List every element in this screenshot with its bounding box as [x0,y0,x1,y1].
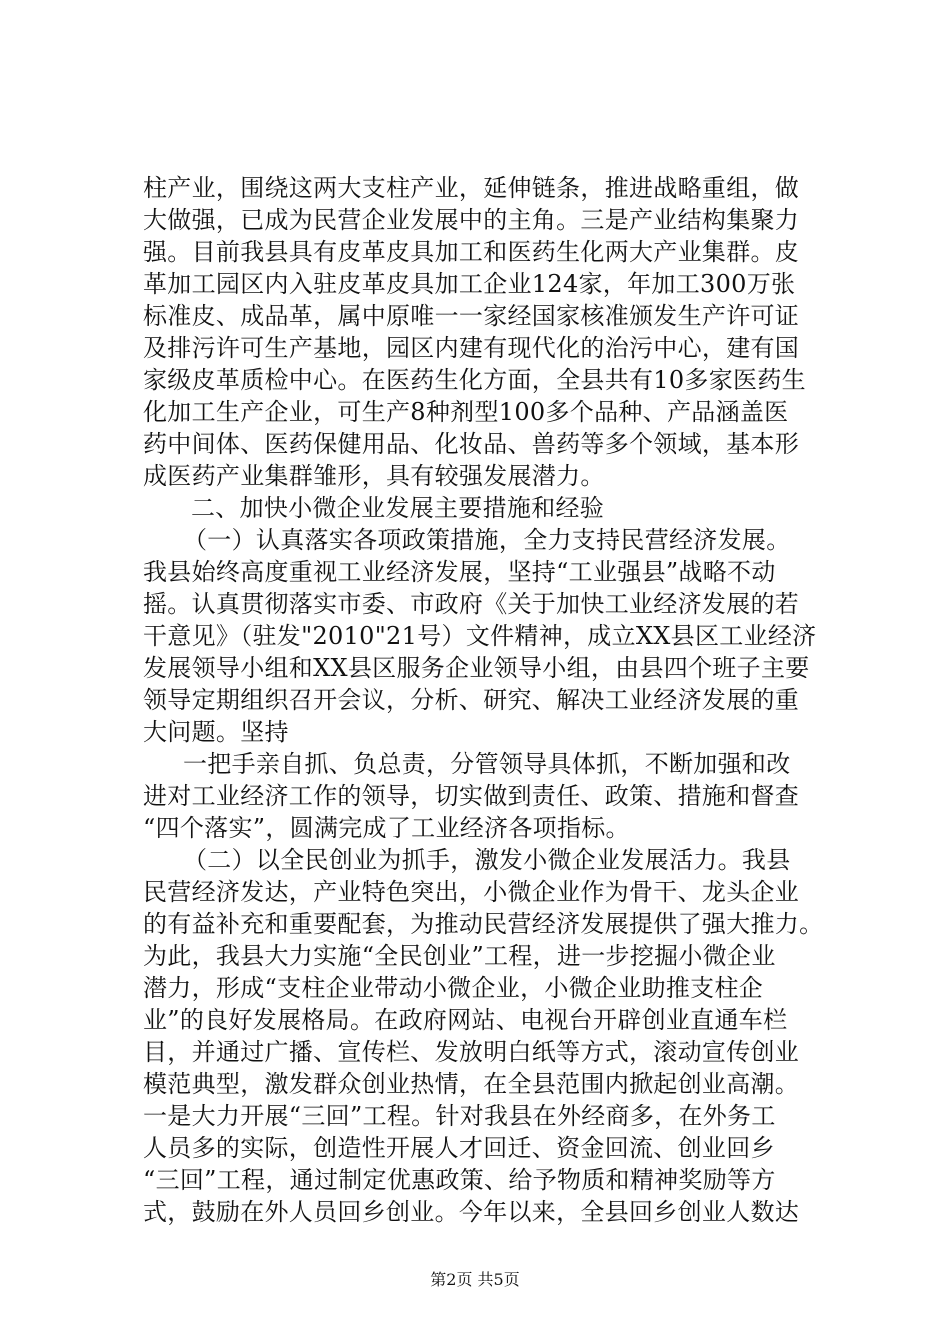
text-line: 发展领导小组和XX县区服务企业领导小组，由县四个班子主要 [143,654,810,682]
text-line: 强。目前我县具有皮革皮具加工和医药生化两大产业集群。皮 [143,238,800,266]
text-line: 及排污许可生产基地，园区内建有现代化的治污中心，建有国 [143,334,800,362]
text-line: 大做强，已成为民营企业发展中的主角。三是产业结构集聚力 [143,206,800,234]
text-line: 家级皮革质检中心。在医药生化方面，全县共有10多家医药生 [143,366,806,394]
text-line: 民营经济发达，产业特色突出，小微企业作为骨干、龙头企业 [143,878,800,906]
document-body [143,172,833,1228]
text-line: 革加工园区内入驻皮革皮具加工企业124家，年加工300万张 [143,270,796,298]
text-line: 的有益补充和重要配套，为推动民营经济发展提供了强大推力。 [143,910,824,938]
text-line: 我县始终高度重视工业经济发展，坚持“工业强县”战略不动 [143,558,776,586]
text-line: 潜力，形成“支柱企业带动小微企业，小微企业助推支柱企 [143,974,764,1002]
text-line: “四个落实”，圆满完成了工业经济各项指标。 [143,814,630,842]
text-line: “三回”工程，通过制定优惠政策、给予物质和精神奖励等方 [143,1166,776,1194]
text-line: 目，并通过广播、宣传栏、发放明白纸等方式，滚动宣传创业 [143,1038,800,1066]
page-number: 第2页 共5页 [430,1270,520,1289]
text-line: 业”的良好发展格局。在政府网站、电视台开辟创业直通车栏 [143,1006,788,1034]
subsection-heading: （二）以全民创业为抓手，激发小微企业发展活力。我县 [183,846,791,874]
text-line: 大问题。坚持 [143,718,289,746]
text-line: 人员多的实际，创造性开展人才回迁、资金回流、创业回乡 [143,1134,775,1162]
text-line: 为此，我县大力实施“全民创业”工程，进一步挖掘小微企业 [143,942,776,970]
text-line: 药中间体、医药保健用品、化妆品、兽药等多个领域，基本形 [143,430,800,458]
text-line: 柱产业，围绕这两大支柱产业，延伸链条，推进战略重组，做 [143,174,800,202]
text-line: 模范典型，激发群众创业热情，在全县范围内掀起创业高潮。 [143,1070,800,1098]
text-line: 式，鼓励在外人员回乡创业。今年以来，全县回乡创业人数达 [143,1198,800,1226]
section-heading: 二、加快小微企业发展主要措施和经验 [191,494,605,522]
text-line: 一是大力开展“三回”工程。针对我县在外经商多，在外务工 [143,1102,776,1130]
text-line: 领导定期组织召开会议，分析、研究、解决工业经济发展的重 [143,686,800,714]
text-line: 化加工生产企业，可生产8种剂型100多个品种、产品涵盖医 [143,398,789,426]
text-line: 标准皮、成品革，属中原唯一一家经国家核准颁发生产许可证 [143,302,800,330]
text-line: 一把手亲自抓、负总责，分管领导具体抓，不断加强和改 [183,750,791,778]
text-line: 进对工业经济工作的领导，切实做到责任、政策、措施和督查 [143,782,800,810]
text-line: 成医药产业集群雏形，具有较强发展潜力。 [143,462,605,490]
text-line: 摇。认真贯彻落实市委、市政府《关于加快工业经济发展的若 [143,590,800,618]
subsection-heading: （一）认真落实各项政策措施，全力支持民营经济发展。 [183,526,791,554]
text-line: 干意见》（驻发"2010"21号）文件精神，成立XX县区工业经济 [143,622,817,650]
